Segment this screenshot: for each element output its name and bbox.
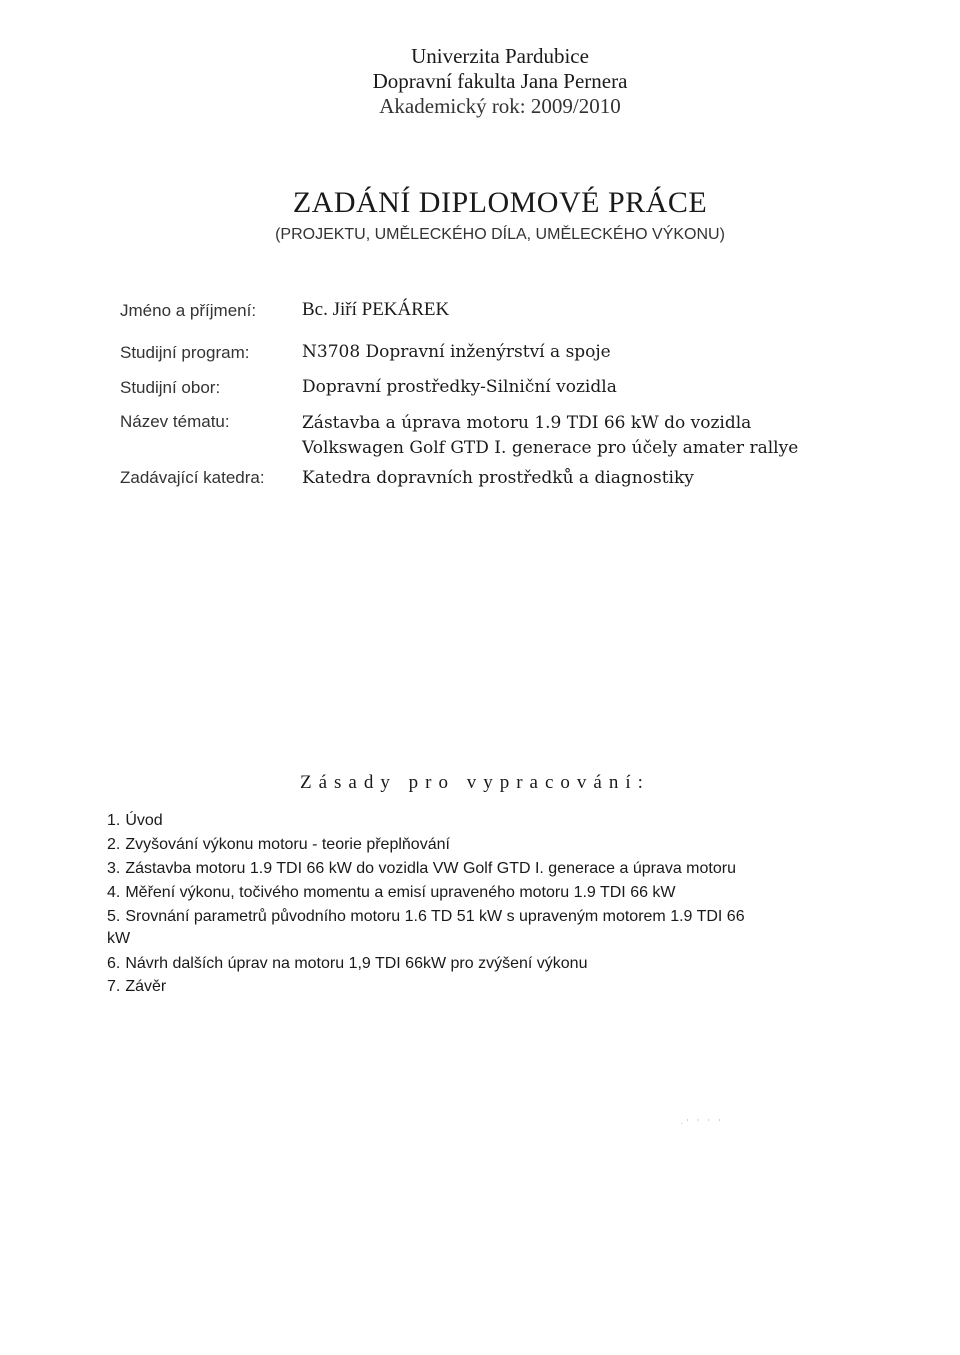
list-item-number: 1. bbox=[107, 812, 121, 829]
department-label: Zadávající katedra: bbox=[120, 468, 265, 487]
program-label: Studijní program: bbox=[120, 343, 250, 362]
academic-year: Akademický rok: 2009/2010 bbox=[379, 94, 621, 118]
list-item-number: 3. bbox=[107, 860, 121, 877]
principles-heading: Zásady pro vypracování: bbox=[300, 772, 650, 793]
list-item bbox=[107, 836, 450, 854]
list-item-text: Návrh dalších úprav na motoru 1,9 TDI 66kW pro zvýšení výkonu bbox=[125, 955, 588, 972]
list-item bbox=[107, 955, 587, 973]
list-item-text: Závěr bbox=[125, 978, 167, 995]
list-item-number: 2. bbox=[107, 836, 121, 853]
list-item-number: 5. bbox=[107, 908, 121, 925]
list-item-number: 7. bbox=[107, 978, 121, 995]
list-item-text: Zástavba motoru 1.9 TDI 66 kW do vozidla VW Golf GTD I. generace a úprava motoru bbox=[125, 860, 736, 877]
list-item-text: Zvyšování výkonu motoru - teorie přeplňování bbox=[125, 836, 450, 853]
document-header bbox=[0, 44, 960, 119]
scan-artifact: ·' ' ' ' bbox=[680, 1118, 724, 1129]
list-item-continuation: kW bbox=[107, 930, 131, 947]
list-item-number: 4. bbox=[107, 884, 121, 901]
topic-label: Název tématu: bbox=[120, 412, 230, 431]
list-item-text: Srovnání parametrů původního motoru 1.6 TD 51 kW s upraveným motorem 1.9 TDI 66 bbox=[125, 908, 745, 925]
university-name: Univerzita Pardubice bbox=[411, 44, 589, 68]
document-title: ZADÁNÍ DIPLOMOVÉ PRÁCE bbox=[292, 186, 708, 219]
list-item bbox=[107, 884, 676, 902]
name-label: Jméno a příjmení: bbox=[120, 301, 257, 320]
department-value: Katedra dopravních prostředků a diagnostiky bbox=[302, 468, 694, 488]
list-item bbox=[107, 860, 736, 878]
list-item-text: Úvod bbox=[125, 812, 163, 829]
field-label: Studijní obor: bbox=[120, 378, 221, 397]
topic-value-line2: Volkswagen Golf GTD I. generace pro účely amater rallye bbox=[302, 438, 799, 458]
list-item-text: Měření výkonu, točivého momentu a emisí upraveného motoru 1.9 TDI 66 kW bbox=[125, 884, 676, 901]
list-item bbox=[107, 908, 745, 926]
document-subtitle: (PROJEKTU, UMĚLECKÉHO DÍLA, UMĚLECKÉHO VÝKONU) bbox=[275, 226, 725, 243]
list-item-number: 6. bbox=[107, 955, 121, 972]
topic-value-line1: Zástavba a úprava motoru 1.9 TDI 66 kW do vozidla bbox=[302, 413, 752, 433]
list-item bbox=[107, 978, 166, 996]
program-value: N3708 Dopravní inženýrství a spoje bbox=[302, 342, 611, 362]
field-value: Dopravní prostředky-Silniční vozidla bbox=[302, 377, 617, 397]
faculty-name: Dopravní fakulta Jana Pernera bbox=[372, 69, 628, 93]
name-value: Bc. Jiří PEKÁREK bbox=[302, 299, 450, 320]
list-item bbox=[107, 812, 163, 830]
